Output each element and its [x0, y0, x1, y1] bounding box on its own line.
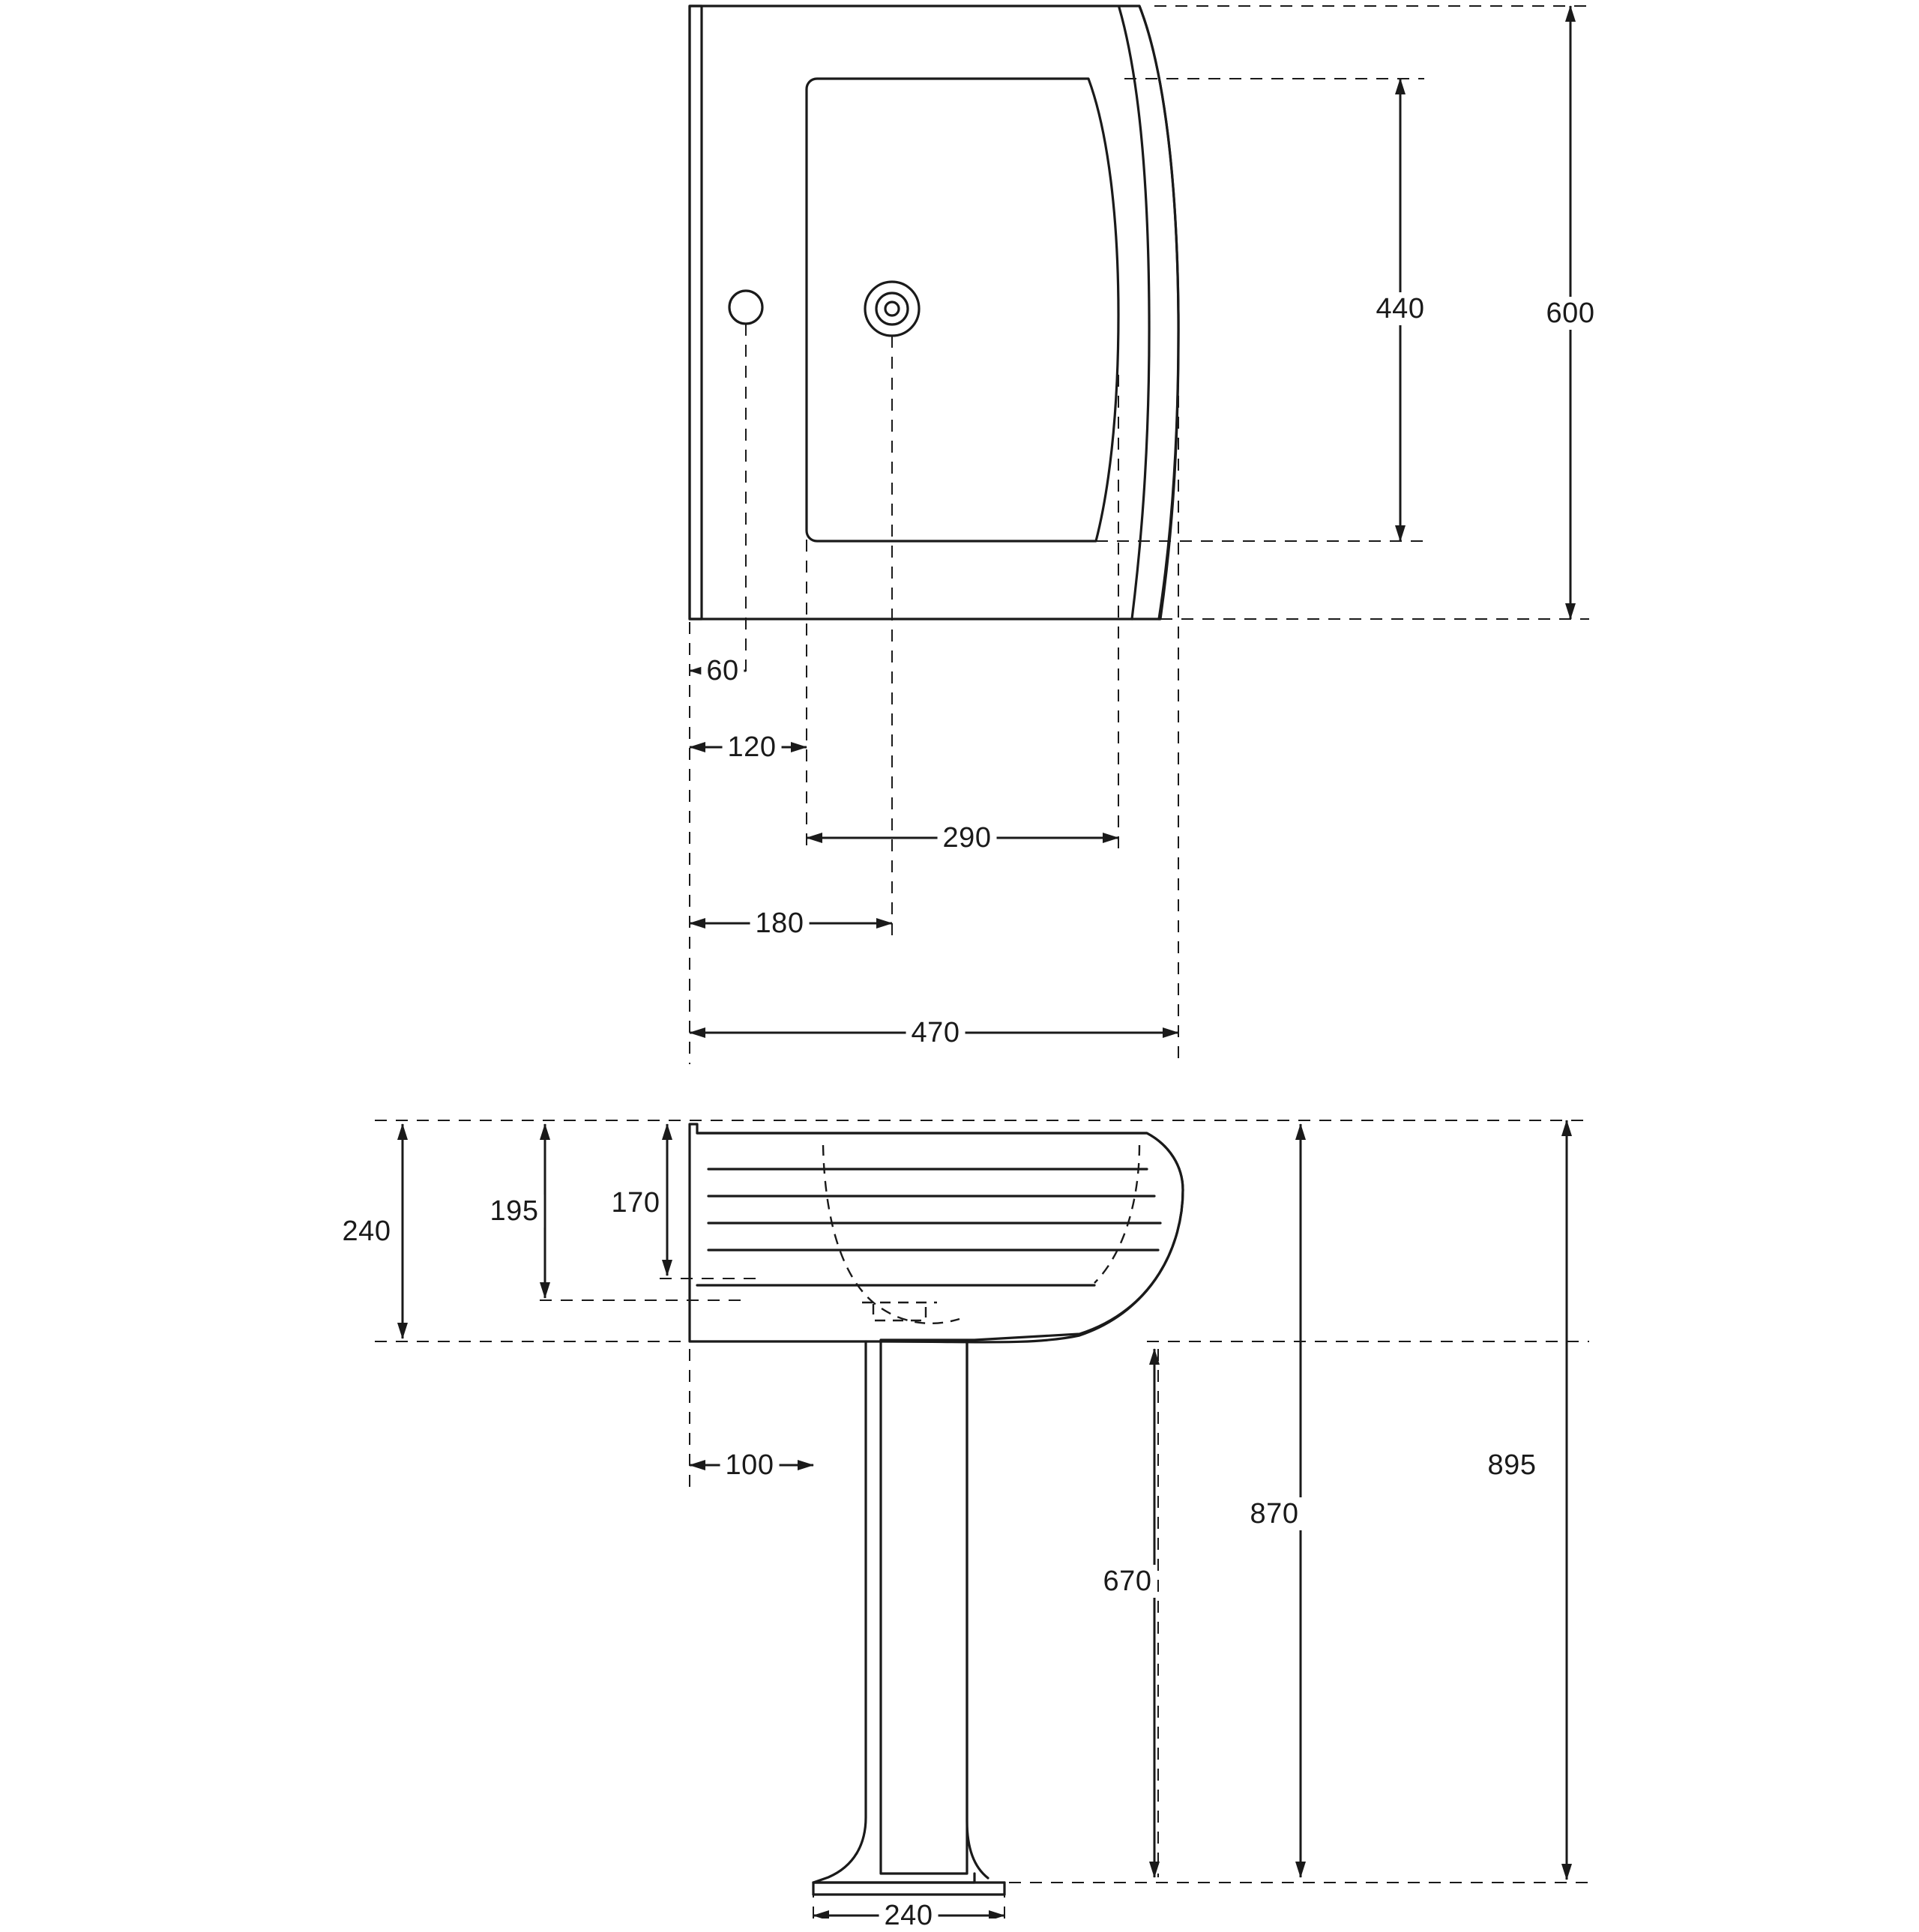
dimension-label-bowl-height: 440	[1371, 292, 1430, 325]
dimension-label-bowl-width: 290	[938, 821, 997, 854]
dimension-label-rim-height: 870	[1245, 1497, 1304, 1530]
dimension-label-basin-depth-total: 240	[337, 1215, 397, 1248]
dimension-label-overflow-offset: 60	[701, 654, 744, 687]
front-elevation-outline	[690, 6, 1178, 619]
front-dimension-lines	[690, 6, 1570, 1033]
dimension-label-overall-assembly-height: 895	[1483, 1449, 1542, 1482]
side-dimension-lines	[403, 1120, 1567, 1916]
dimension-label-edge-to-bowl: 120	[723, 731, 782, 764]
dimension-label-overall-height: 600	[1541, 297, 1600, 330]
dimension-label-overall-width: 470	[906, 1016, 965, 1049]
dimension-label-bowl-depth: 170	[606, 1186, 666, 1219]
side-hidden-lines	[823, 1145, 1139, 1323]
side-extension-lines	[375, 1120, 1589, 1919]
dimension-label-pedestal-base-width: 240	[879, 1899, 939, 1932]
dimension-label-basin-depth-rim: 195	[485, 1195, 544, 1228]
dimension-label-back-to-pedestal: 100	[720, 1449, 780, 1482]
dimension-label-tap-hole-centre: 180	[750, 907, 810, 940]
side-elevation-outline	[690, 1124, 1183, 1895]
front-extension-lines	[690, 6, 1589, 1064]
dimension-label-pedestal-height: 670	[1098, 1565, 1157, 1598]
